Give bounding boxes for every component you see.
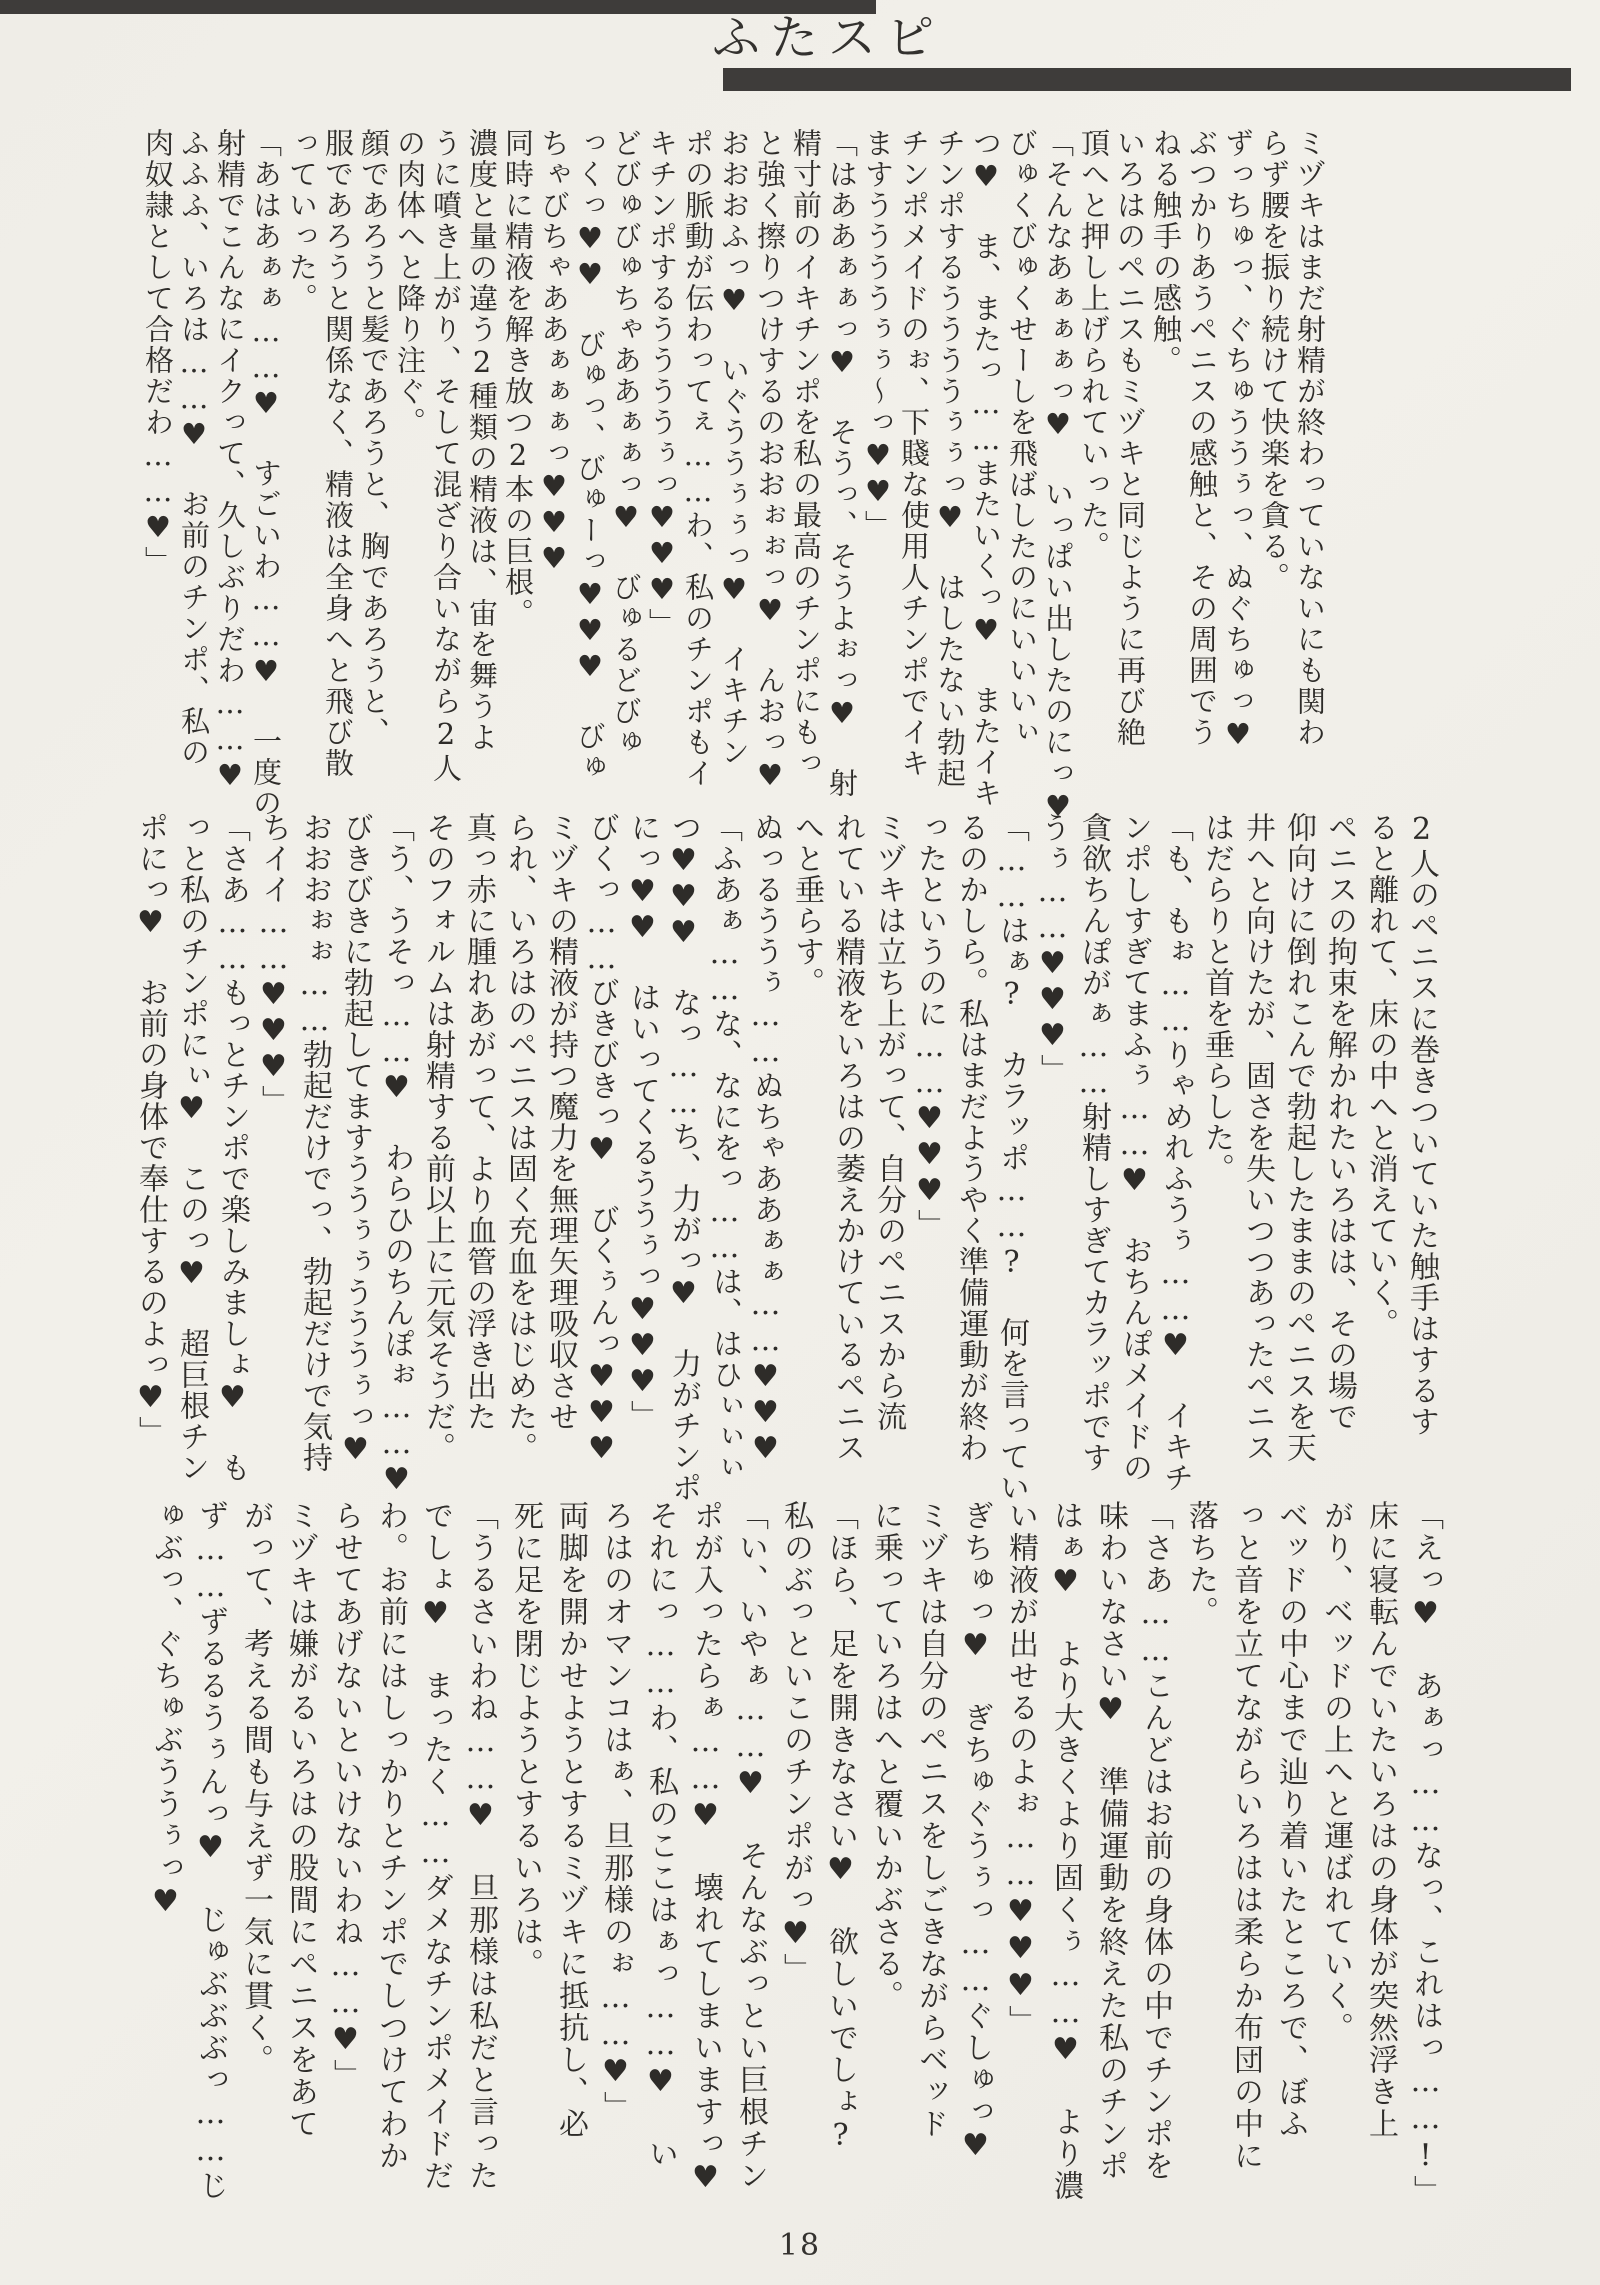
text-column: 同時に精液を解き放つ2本の巨根。: [501, 128, 535, 629]
text-column: 「い、いやぁ……♥ そんなぶっとい巨根チン: [733, 1500, 768, 2192]
text-column: それにっ……わ、私のここはぁっ……♥ い: [643, 1500, 678, 2170]
text-column: いろはのペニスもミヅキと同じように再び絶: [1113, 128, 1147, 748]
text-column: 味わいなさい♥ 準備運動を終えた私のチンポ: [1093, 1500, 1128, 2182]
text-column: い精液が出せるのよぉ……♥♥♥」: [1003, 1500, 1038, 2037]
text-column: 「ほら、足を開きなさい♥ 欲しいでしょ?: [823, 1500, 858, 2155]
text-column: 射精でこんなにイクって、久しぶりだわ……♥: [213, 128, 247, 794]
text-column: 「はああぁぁっ♥ そうっ、そうよぉっ♥ 射: [825, 128, 859, 799]
title-underline-bar: [723, 68, 1571, 91]
text-column: 死に足を閉じようとするいろは。: [508, 1500, 543, 1980]
text-column: らず腰を振り続けて快楽を貪る。: [1257, 128, 1291, 593]
text-column: びきびきに勃起してますううぅぅうううぅっ♥: [338, 812, 373, 1468]
text-column: 顔であろうと髪であろうと、胸であろうと、: [357, 128, 391, 748]
text-column: ったというのに……♥♥♥」: [912, 812, 947, 1240]
text-column: 真っ赤に腫れあがって、より血管の浮き出た: [461, 812, 496, 1432]
text-column: ゅぶっ、ぐちゅぶううぅっ♥: [148, 1500, 183, 1921]
text-column: ミヅキの精液が持つ魔力を無理矢理吸収させ: [543, 812, 578, 1432]
text-column: 床に寝転んでいたいろはの身体が突然浮き上: [1363, 1500, 1398, 2140]
text-column: うに噴き上がり、そして混ざり合いながら2人: [429, 128, 463, 784]
text-column: ぎちゅっ♥ ぎちゅぐうぅっ……ぐしゅっ♥: [958, 1500, 993, 2165]
text-column: 「さあ……こんどはお前の身体の中でチンポを: [1138, 1500, 1173, 2182]
text-column: はだらりと首を垂らした。: [1199, 812, 1234, 1184]
text-column: チンポメイドのぉ、下賤な使用人チンポでイキ: [897, 128, 931, 779]
text-column: るのかしら。私はまだようやく準備運動が終わ: [953, 812, 988, 1463]
text-column: でしょ♥ まったく……ダメなチンポメイドだ: [418, 1500, 453, 2192]
text-column: おおおふっ♥ いぐううぅぅっ♥ イキチン: [717, 128, 751, 768]
text-column: 「うるさいわね……♥ 旦那様は私だと言った: [463, 1500, 498, 2192]
text-column: びゅくびゅくせーしを飛ばしたのにいいいぃ: [1005, 128, 1039, 748]
text-column: られ、いろはのペニスは固く充血をはじめた。: [502, 812, 537, 1463]
text-column: ンポしすぎてまふぅ……♥ おちんぽメイドの: [1117, 812, 1152, 1483]
text-block-middle: [130, 812, 1442, 1503]
text-column: はぁ♥ より大きくより固くぅ……♥ より濃: [1048, 1500, 1083, 2202]
text-column: 「さあ……もっとチンポで楽しみましょ♥ も: [215, 812, 250, 1483]
text-column: 両脚を開かせようとするミヅキに抵抗し、必: [553, 1500, 588, 2140]
text-column: うぅ……♥♥♥」: [1035, 812, 1070, 1085]
text-column: がり、ベッドの上へと運ばれていく。: [1318, 1500, 1353, 2044]
text-column: 「……はぁ? カラッポ……? 何を言ってい: [994, 812, 1029, 1503]
text-column: ペニスの拘束を解かれたいろはは、その場で: [1322, 812, 1357, 1432]
text-column: ますううううぅぅ〜っ♥♥」: [861, 128, 895, 541]
page-title: ふたスピ: [712, 10, 945, 66]
text-column: 「う、うそっ……♥ わらひのちんぽぉ……♥: [379, 812, 414, 1498]
text-column: わ。お前にはしっかりとチンポでしつけてわか: [373, 1500, 408, 2172]
text-column: っくっ♥♥ びゅっ、びゅーっ♥♥♥ びゅ: [573, 128, 607, 783]
text-column: 「も、もぉ……りゃめれふうぅ……♥ イキチ: [1158, 812, 1193, 1493]
text-column: ミヅキは自分のペニスをしごきながらベッド: [913, 1500, 948, 2140]
text-column: 頂へと押し上げられていった。: [1077, 128, 1111, 562]
text-column: っていった。: [285, 128, 319, 314]
text-column: どびゅびゅちゃああぁぁっ♥ びゅるどびゅ: [609, 128, 643, 758]
text-column: 落ちた。: [1183, 1500, 1218, 1628]
text-column: らせてあげないといけないわね……♥」: [328, 1500, 363, 2091]
text-column: 「そんなあぁぁぁっ♥ いっぱい出したのにっ♥: [1041, 128, 1075, 825]
text-column: 貪欲ちんぽがぁ……射精しすぎてカラッポです: [1076, 812, 1111, 1473]
text-column: ると離れて、床の中へと消えていく。: [1363, 812, 1398, 1339]
text-column: 「ふあぁ……な、なにをっ……は、はひぃぃぃ: [707, 812, 742, 1483]
text-column: の肉体へと降り注ぐ。: [393, 128, 427, 438]
text-column: ねる触手の感触。: [1149, 128, 1183, 376]
text-column: 濃度と量の違う2種類の精液は、宙を舞うよ: [465, 128, 499, 753]
text-column: そのフォルムは射精する前以上に元気そうだ。: [420, 812, 455, 1463]
text-column: キチンポするううううぅっ♥♥♥」: [645, 128, 679, 639]
text-column: ミヅキはまだ射精が終わっていないにも関わ: [1293, 128, 1327, 748]
text-column: 井へと向けたが、固さを失いつつあったペニス: [1240, 812, 1275, 1463]
text-column: にっ♥♥ はいってくるううぅっ♥♥♥」: [625, 812, 660, 1431]
text-column: チンポするううううぅぅっ♥ はしたない勃起: [933, 128, 967, 789]
text-column: ポの脈動が伝わってぇ……わ、私のチンポもイ: [681, 128, 715, 789]
text-column: ちイイ……♥♥♥」: [256, 812, 291, 1116]
text-column: びくっ……びきびきっ♥ びくぅんっ♥♥♥: [584, 812, 619, 1467]
page-number: 18: [778, 2228, 822, 2263]
text-column: ず……ずるるうぅんっ♥ じゅぶぶぶっ……じ: [193, 1500, 228, 2202]
text-column: れている精液をいろはの萎えかけているペニス: [830, 812, 865, 1463]
text-column: ベッドの中心まで辿り着いたところで、ぼふ: [1273, 1500, 1308, 2140]
text-column: がって、考える間も与えず一気に貫く。: [238, 1500, 273, 2076]
text-column: ポが入ったらぁ……♥ 壊れてしまいますっ♥: [688, 1500, 723, 2197]
text-column: と強く擦りつけするのおおぉぉっ♥ んおっ♥: [753, 128, 787, 794]
text-column: 「えっ♥ あぁっ……なっ、これはっ……!」: [1408, 1500, 1443, 2207]
text-column: ちゃびちゃああぁぁぁっ♥♥♥: [537, 128, 571, 577]
text-column: ミヅキは嫌がるいろはの股間にペニスをあて: [283, 1500, 318, 2140]
text-column: っと私のチンポにぃ♥ このっ♥ 超巨根チン: [174, 812, 209, 1483]
text-column: 「あはあぁぁ……♥ すごいわ……♥ 一度の: [249, 128, 283, 819]
text-block-top: [140, 128, 1328, 825]
text-column: 肉奴隷として合格だわ……♥」: [141, 128, 175, 577]
text-column: に乗っていろはへと覆いかぶさる。: [868, 1500, 903, 2012]
text-column: ぬっるううぅ……ぬちゃああぁぁ……♥♥♥: [748, 812, 783, 1467]
text-column: ぶつかりあうペニスの感触と、その周囲でう: [1185, 128, 1219, 748]
text-column: へと垂らす。: [789, 812, 824, 998]
text-column: 仰向けに倒れこんで勃起したままのペニスを天: [1281, 812, 1316, 1463]
text-column: 2人のペニスに巻きついていた触手はするす: [1404, 812, 1439, 1437]
text-column: ふふふ、いろは……♥ お前のチンポ、私の: [177, 128, 211, 768]
text-block-bottom: [143, 1500, 1448, 2245]
text-column: 服であろうと関係なく、精液は全身へと飛び散: [321, 128, 355, 779]
text-column: おおおぉぉ……勃起だけでっ、勃起だけで気持: [297, 812, 332, 1473]
text-column: ろはのオマンコはぁ、旦那様のぉ……♥」: [598, 1500, 633, 2123]
text-column: 精寸前のイキチンポを私の最高のチンポにもっ: [789, 128, 823, 779]
text-column: ミヅキは立ち上がって、自分のペニスから流: [871, 812, 906, 1432]
text-column: つ♥♥♥ なっ……ち、力がっ♥ 力がチンポ: [666, 812, 701, 1503]
text-column: ずっちゅっ、ぐちゅううぅっ、ぬぐちゅっ♥: [1221, 128, 1255, 753]
text-column: っと音を立てながらいろはは柔らか布団の中に: [1228, 1500, 1263, 2172]
text-column: ポにっ♥ お前の身体で奉仕するのよっ♥」: [133, 812, 168, 1447]
text-column: つ♥ ま、またっ……またいくっ♥ またイキ: [969, 128, 1003, 809]
text-column: 私のぶっといこのチンポがっ♥」: [778, 1500, 813, 1985]
